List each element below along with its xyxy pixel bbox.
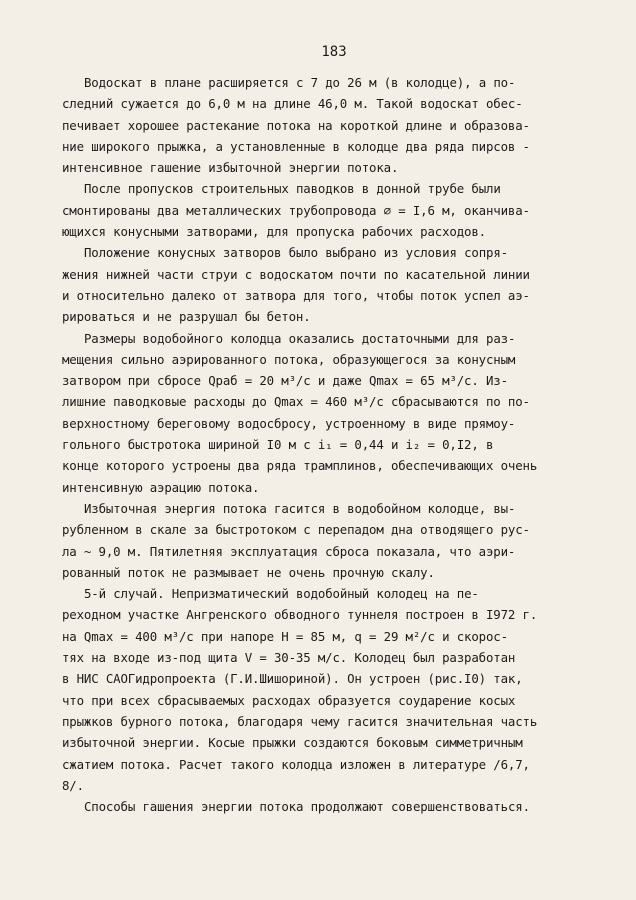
text-line: прыжков бурного потока, благодаря чему гасится значительная часть	[62, 713, 538, 729]
text-line: верхностному береговому водосбросу, устроенному в виде прямоу-	[62, 415, 516, 431]
paragraph	[62, 242, 596, 327]
text-line: Водоскат в плане расширяется с 7 до 26 м (в колодце), а по-	[84, 75, 516, 90]
text-line: рубленном в скале за быстротоком с перепадом дна отводящего рус-	[62, 522, 530, 538]
text-line: в НИС САОГидропроекта (Г.И.Шишориной). Он устроен (рис.I0) так,	[62, 671, 523, 687]
paragraph	[62, 498, 596, 583]
page-number: 183	[321, 44, 347, 60]
paragraph	[62, 328, 596, 498]
text-line: Способы гашения энергии потока продолжают совершенствоваться.	[84, 799, 530, 815]
text-line: ла ~ 9,0 м. Пятилетняя эксплуатация сброса показала, что аэри-	[62, 543, 516, 559]
body-text	[62, 72, 596, 817]
text-line: Размеры водобойного колодца оказались достаточными для раз-	[84, 330, 516, 346]
text-line: Избыточная энергия потока гасится в водобойном колодце, вы-	[84, 500, 516, 516]
text-line: рироваться и не разрушал бы бетон.	[62, 309, 311, 325]
text-line: конце которого устроены два ряда трамплинов, обеспечивающих очень	[62, 458, 538, 474]
text-line: ние широкого прыжка, а установленные в колодце два ряда пирсов -	[62, 138, 530, 154]
text-line: интенсивное гашение избыточной энергии потока.	[62, 160, 399, 176]
text-line: что при всех сбрасываемых расходах образуется соударение косых	[62, 692, 516, 708]
paragraph	[62, 178, 596, 242]
text-line: 8/.	[62, 777, 84, 793]
text-line: ющихся конусными затворами, для пропуска рабочих расходов.	[62, 224, 486, 240]
text-line: жения нижней части струи с водоскатом почти по касательной линии	[62, 266, 530, 282]
paragraph	[62, 583, 596, 796]
text-line: 5-й случай. Непризматический водобойный колодец на пе-	[84, 586, 479, 602]
text-line: лишние паводковые расходы до Qmax = 460 м³/с сбрасываются по по-	[62, 394, 530, 410]
text-line: После пропусков строительных паводков в донной трубе были	[84, 181, 501, 197]
text-line: мещения сильно аэрированного потока, образующегося за конусным	[62, 351, 516, 367]
text-line: тях на входе из-под щита V = 30-35 м/с. Колодец был разработан	[62, 650, 516, 666]
text-line: гольного быстротока шириной I0 м с i₁ = 0,44 и i₂ = 0,I2, в	[62, 437, 494, 453]
text-line: рованный поток не размывает не очень прочную скалу.	[62, 564, 435, 580]
text-line: сжатием потока. Расчет такого колодца изложен в литературе /6,7,	[62, 756, 530, 772]
text-line: Положение конусных затворов было выбрано из условия сопря-	[84, 245, 508, 261]
text-line: печивает хорошее растекание потока на короткой длине и образова-	[62, 117, 530, 133]
text-line: смонтированы два металлических трубопровода ∅ = I,6 м, оканчива-	[62, 202, 530, 218]
text-line: избыточной энергии. Косые прыжки создаются боковым симметричным	[62, 735, 523, 751]
paragraph	[62, 72, 596, 178]
paragraph	[62, 796, 596, 817]
text-line: реходном участке Ангренского обводного туннеля построен в I972 г.	[62, 607, 538, 623]
text-line: следний сужается до 6,0 м на длине 46,0 м. Такой водоскат обес-	[62, 96, 523, 112]
text-line: и относительно далеко от затвора для того, чтобы поток успел аэ-	[62, 287, 530, 303]
text-line: интенсивную аэрацию потока.	[62, 479, 260, 495]
text-line: на Qmax = 400 м³/с при напоре Н = 85 м, q = 29 м²/с и скорос-	[62, 628, 508, 644]
text-line: затвором при сбросе Qраб = 20 м³/с и даже Qmax = 65 м³/с. Из-	[62, 373, 508, 389]
